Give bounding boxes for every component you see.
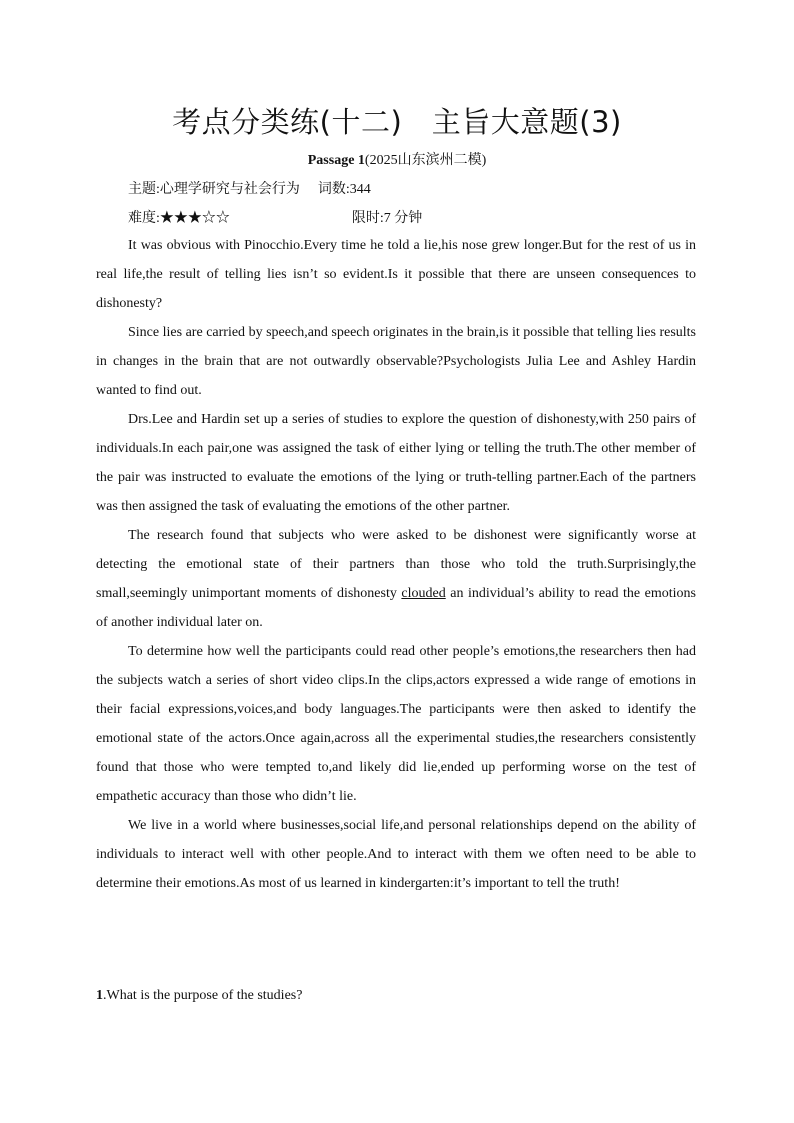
time-limit-value: 7 分钟: [383, 211, 423, 226]
paragraph-4-after: an individual’s ability to read the emotions of another individual later on.: [96, 586, 696, 630]
paragraph-1: It was obvious with Pinocchio.Every time he told a lie,his nose grew longer.But for the rest of us in real life,the result of telling lies isn’t so evident.Is it possible that there are unseen consequences to dishonesty?: [96, 238, 696, 311]
page-title: 考点分类练(十二) 主旨大意题(3): [172, 105, 622, 139]
meta-difficulty-line: [128, 207, 422, 227]
question-number: 1: [96, 988, 103, 1003]
word-count-value: 344: [349, 182, 371, 197]
paragraph-6: We live in a world where businesses,social life,and personal relationships depend on the ability of individuals to interact well with other people.And to interact with them we often need to be able to determine their emotions.As most of us learned in kindergarten:it’s important to tell the truth!: [96, 818, 696, 891]
paragraph-2: Since lies are carried by speech,and speech originates in the brain,is it possible that telling lies results in changes in the brain that are not outwardly observable?Psychologists Julia Lee and Ashley Hardin wanted to find out.: [96, 325, 696, 398]
topic-label: 主题:: [128, 182, 160, 197]
passage-body: [96, 231, 696, 898]
time-limit-label: 限时:: [351, 211, 384, 226]
question-1: [96, 981, 302, 1010]
paragraph-5: To determine how well the participants could read other people’s emotions,the researchers then had the subjects watch a series of short video clips.In the clips,actors expressed a wide range of emotions in their facial expressions,voices,and body languages.The participants were then asked to identify the emotional state of the actors.Once again,across all the experimental studies,the researchers consistently found that those who were tempted to,and likely did lie,ended up performing worse on the test of empathetic accuracy than those who didn’t lie.: [96, 644, 696, 804]
passage-label: Passage 1: [307, 153, 365, 168]
paragraph-4-before: The research found that subjects who were asked to be dishonest were significantly worse at detecting the emotional state of their partners than those who told the truth.Surprisingly,the small,seemingly unimportant moments of dishonesty: [96, 528, 696, 601]
underlined-word: clouded: [401, 586, 446, 601]
difficulty-stars: ★★★☆☆: [159, 211, 230, 226]
meta-topic-line: [128, 178, 371, 198]
difficulty-label: 难度:: [128, 211, 160, 226]
passage-heading: [0, 149, 794, 169]
paragraph-4: [96, 521, 696, 637]
word-count-label: 词数:: [317, 182, 350, 197]
topic-value: 心理学研究与社会行为: [159, 182, 300, 197]
paragraph-3: Drs.Lee and Hardin set up a series of studies to explore the question of dishonesty,with 250 pairs of individuals.In each pair,one was assigned the task of either lying or telling the truth.The other member of the pair was instructed to evaluate the emotions of the lying or truth-telling partner.Each of the partners was then assigned the task of evaluating the emotions of the other partner.: [96, 412, 696, 514]
passage-source: (2025山东滨州二模): [364, 153, 487, 168]
question-text: .What is the purpose of the studies?: [103, 988, 303, 1003]
